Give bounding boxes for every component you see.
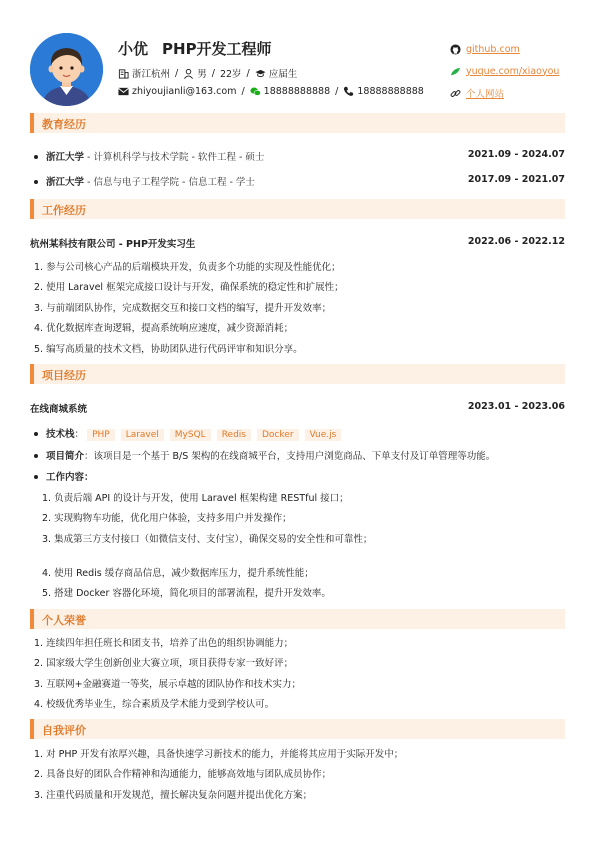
section-title: 项目经历 [42,369,86,382]
project-intro [30,448,565,464]
list-item: 4. 优化数据库查询逻辑，提高系统响应速度，减少资源消耗； [34,323,294,335]
education-date: 2021.09 - 2024.07 [467,149,565,160]
project-list-a [42,490,372,551]
github-link[interactable] [450,38,559,60]
basic-info: 浙江杭州 / 男 / 22岁 / 应届生 [118,66,297,80]
project-name: 在线商城系统 [30,404,88,415]
honors-list [34,635,301,717]
project-list-b [42,565,331,606]
tech-tag: Laravel [121,429,164,441]
education-item [30,149,565,165]
github-icon [450,44,461,55]
list-item: 3. 与前端团队协作，完成数据交互和接口文档的编写，提升开发效率； [34,302,332,314]
tech-tag: MySQL [170,429,211,441]
section-work [30,199,565,219]
building-icon [118,68,129,79]
project-date: 2023.01 - 2023.06 [467,401,565,412]
work-date: 2022.06 - 2022.12 [467,236,565,247]
list-item: 2. 实现购物车功能，优化用户体验，支持多用户并发操作； [42,513,292,525]
project-header [30,401,565,417]
age: 22岁 [219,69,242,80]
list-item: 3. 互联网+金融赛道一等奖，展示卓越的团队协作和技术实力； [34,678,302,690]
intro-label: 项目简介 [46,451,85,462]
tech-label: 技术栈 [46,429,75,440]
tech-tag: Docker [257,429,299,441]
self-list [34,746,403,807]
tech-tag: Vue.js [305,429,342,441]
gender: 男 [197,69,207,80]
email[interactable]: zhiyoujianli@163.com [132,86,237,97]
list-item: 5. 搭建 Docker 容器化环境，简化项目的部署流程，提升开发效率。 [42,588,331,600]
contact-info: zhiyoujianli@163.com / 18888888888 / 18888888888 [118,86,424,97]
phone-icon [343,86,354,97]
school: 浙江大学 [46,152,85,163]
website-link-text[interactable]: 个人网站 [466,89,505,100]
yuque-link-text[interactable]: yuque.com/xiaoyou [466,65,560,77]
intro-text: ：该项目是一个基于 B/S 架构的在线商城平台，支持用户浏览商品、下单支付及订单管理等功能。 [84,451,496,462]
section-title: 自我评价 [42,724,86,737]
profile-links [450,38,559,104]
list-item: 1. 连续四年担任班长和团支书，培养了出色的组织协调能力； [34,638,294,649]
list-item: 1. 负责后端 API 的设计与开发，使用 Laravel 框架构建 RESTful 接口； [42,493,349,504]
list-item: 3. 注重代码质量和开发规范，擅长解决复杂问题并提出优化方案； [34,789,313,801]
avatar [30,33,103,106]
job-title: PHP开发工程师 [162,40,272,58]
list-item: 1. 对 PHP 开发有浓厚兴趣，具备快速学习新技术的能力，并能将其应用于实际开发中； [34,749,404,760]
link-icon [450,88,461,99]
tech-tag: Redis [217,429,251,441]
education-detail: - 信息与电子工程学院 - 信息工程 - 学士 [84,177,255,188]
name-title [118,38,272,59]
list-item: 4. 校级优秀毕业生，综合素质及学术能力受到学校认可。 [34,699,275,711]
website-link[interactable] [450,82,559,104]
wechat-icon [250,86,261,97]
wechat: 18888888888 [263,86,331,97]
graduation-cap-icon [255,68,266,79]
education-detail: - 计算机科学与技术学院 - 软件工程 - 硕士 [84,152,265,163]
work-label: 工作内容 [46,472,85,483]
list-item: 5. 编写高质量的技术文档，协助团队进行代码评审和知识分享。 [34,343,303,355]
yuque-icon [450,66,461,77]
section-title: 工作经历 [42,204,86,217]
list-item: 2. 国家级大学生创新创业大赛立项，项目获得专家一致好评； [34,658,294,670]
tech-stack: 技术栈： PHP Laravel MySQL Redis Docker Vue.js [30,426,565,442]
work-list [34,259,344,361]
list-item: 4. 使用 Redis 缓存商品信息，减少数据库压力，提升系统性能； [42,568,314,579]
resume-header [30,28,570,108]
project-work-label: 工作内容： [30,469,565,485]
status: 应届生 [268,69,298,80]
list-item: 1. 参与公司核心产品的后端模块开发，负责多个功能的实现及性能优化； [34,262,341,273]
section-education [30,113,565,133]
tech-tag: PHP [87,429,115,441]
tech-tags [87,429,341,441]
phone: 18888888888 [357,86,424,97]
education-item [30,174,565,190]
list-item: 2. 具备良好的团队合作精神和沟通能力，能够高效地与团队成员协作； [34,769,332,781]
section-self [30,719,565,739]
section-project [30,364,565,384]
list-item: 3. 集成第三方支付接口（如微信支付、支付宝），确保交易的安全性和可靠性； [42,533,373,545]
education-date: 2017.09 - 2021.07 [467,174,565,185]
yuque-link[interactable] [450,60,559,82]
person-icon [183,68,194,79]
school: 浙江大学 [46,177,85,188]
avatar-illustration [30,33,103,106]
list-item: 2. 使用 Laravel 框架完成接口设计与开发，确保系统的稳定性和扩展性； [34,282,344,294]
company: 杭州某科技有限公司 - PHP开发实习生 [30,239,196,250]
section-title: 个人荣誉 [42,614,86,627]
section-title: 教育经历 [42,118,86,131]
github-link-text[interactable]: github.com [466,43,520,55]
mail-icon [118,86,129,97]
candidate-name: 小优 [118,40,149,58]
location: 浙江杭州 [132,69,171,80]
work-header [30,236,565,252]
section-honors [30,609,565,629]
